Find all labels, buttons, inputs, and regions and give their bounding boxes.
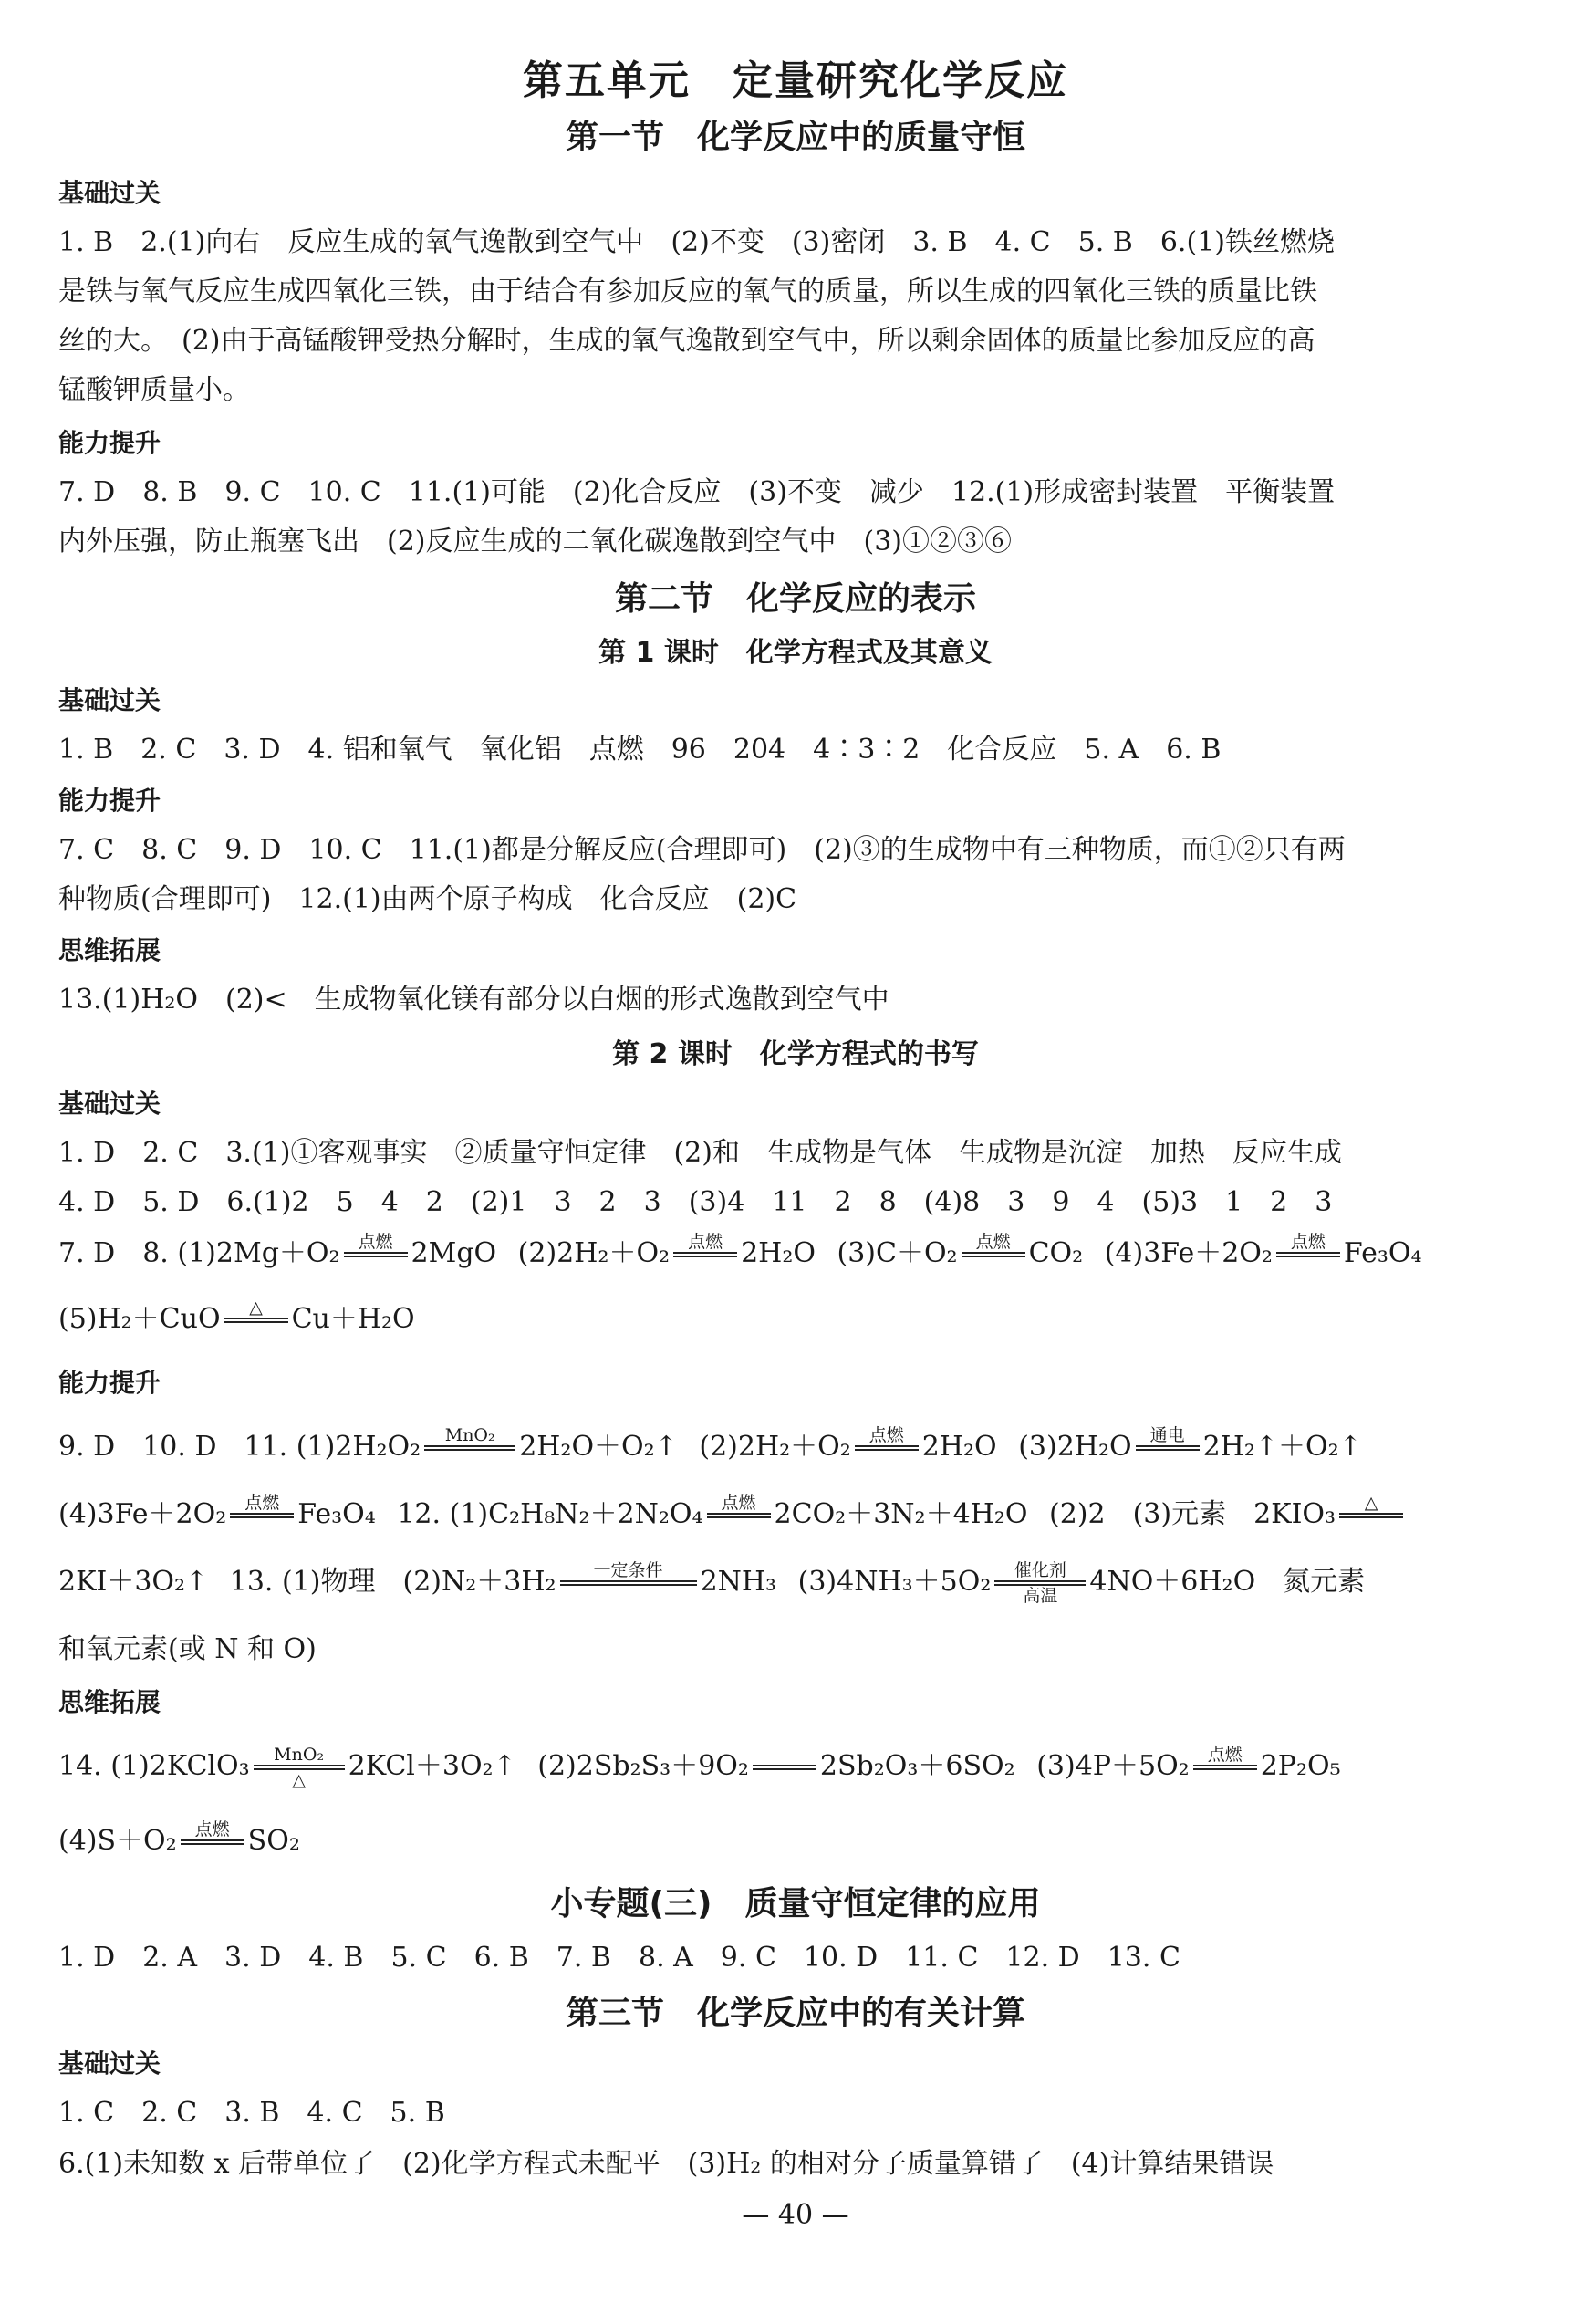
equation-line: (4)3Fe＋2O₂ 点燃 Fe₃O₄ 12. (1)C₂H₈N₂＋2N₂O₄ 点燃 2CO₂＋3N₂＋4H₂O (2)2 (3)元素 2KIO₃ △ xyxy=(58,1491,1407,1538)
reaction-arrow: MnO₂ xyxy=(424,1425,515,1471)
reaction-arrow: 一定条件 xyxy=(560,1560,697,1606)
label-ability: 能力提升 xyxy=(58,1368,161,1398)
answer-line: 种物质(合理即可) 12.(1)由两个原子构成 化合反应 (2)C xyxy=(58,883,797,915)
reaction-arrow: 通电 xyxy=(1136,1425,1200,1471)
answer-line: 1. D 2. A 3. D 4. B 5. C 6. B 7. B 8. A 9. C 10. D 11. C 12. D 13. C xyxy=(58,1942,1180,1974)
reaction-arrow: 点燃 xyxy=(962,1232,1025,1277)
section-title-3: 第三节 化学反应中的有关计算 xyxy=(565,1995,1025,2032)
lesson-title-1: 第 1 课时 化学方程式及其意义 xyxy=(598,637,993,669)
answer-line: 1. C 2. C 3. B 4. C 5. B xyxy=(58,2097,445,2129)
answer-line: 6.(1)未知数 x 后带单位了 (2)化学方程式未配平 (3)H₂ 的相对分子质量算错了 (4)计算结果错误 xyxy=(58,2148,1274,2180)
equation-line: 14. (1)2KClO₃ MnO₂ △ 2KCl＋3O₂↑ (2)2Sb₂S₃＋9O₂ 2Sb₂O₃＋6SO₂ (3)4P＋5O₂ 点燃 2P₂O₅ xyxy=(58,1745,1341,1790)
lesson-title-2: 第 2 课时 化学方程式的书写 xyxy=(612,1038,979,1070)
answer-line: 丝的大。 (2)由于高锰酸钾受热分解时，生成的氧气逸散到空气中，所以剩余固体的质量比参加反应的高 xyxy=(58,325,1315,357)
reaction-arrow: 点燃 xyxy=(673,1232,737,1277)
reaction-arrow: 点燃 xyxy=(1193,1745,1257,1790)
section-title-1: 第一节 化学反应中的质量守恒 xyxy=(565,119,1025,156)
label-basic: 基础过关 xyxy=(58,1089,161,1119)
equation-line: 2KI＋3O₂↑ 13. (1)物理 (2)N₂＋3H₂ 一定条件 2NH₃ (3)4NH₃＋5O₂ 催化剂 高温 4NO＋6H₂O 氮元素 xyxy=(58,1560,1366,1606)
answer-line: 是铁与氧气反应生成四氧化三铁，由于结合有参加反应的氧气的质量，所以生成的四氧化三铁的质量比铁 xyxy=(58,276,1317,307)
unit-title: 第五单元 定量研究化学反应 xyxy=(523,57,1068,104)
label-thinking: 思维拓展 xyxy=(58,935,161,965)
reaction-arrow: 催化剂 高温 xyxy=(994,1560,1086,1606)
answer-line: 1. D 2. C 3.(1)①客观事实 ②质量守恒定律 (2)和 生成物是气体 生成物是沉淀 加热 反应生成 xyxy=(58,1137,1342,1169)
answer-line: 1. B 2.(1)向右 反应生成的氧气逸散到空气中 (2)不变 (3)密闭 3. B 4. C 5. B 6.(1)铁丝燃烧 xyxy=(58,226,1335,258)
answer-line: 锰酸钾质量小。 xyxy=(58,374,250,406)
equation-line: (4)S＋O₂ 点燃 SO₂ xyxy=(58,1818,300,1865)
equation-line: 9. D 10. D 11. (1)2H₂O₂ MnO₂ 2H₂O＋O₂↑ (2)2H₂＋O₂ 点燃 2H₂O (3)2H₂O 通电 2H₂↑＋O₂↑ xyxy=(58,1423,1362,1471)
answer-line: 4. D 5. D 6.(1)2 5 4 2 (2)1 3 2 3 (3)4 11 2 8 (4)8 3 9 4 (5)3 1 2 3 xyxy=(58,1186,1333,1218)
reaction-arrow: MnO₂ △ xyxy=(254,1745,345,1790)
answer-line: 内外压强，防止瓶塞飞出 (2)反应生成的二氧化碳逸散到空气中 (3)①②③⑥ xyxy=(58,526,1012,558)
reaction-arrow: 点燃 xyxy=(344,1232,408,1277)
equation-line: 7. D 8. (1)2Mg＋O₂ 点燃 2MgO (2)2H₂＋O₂ 点燃 2H₂O (3)C＋O₂ 点燃 CO₂ (4)3Fe＋2O₂ 点燃 Fe₃O₄ xyxy=(58,1230,1422,1277)
label-basic: 基础过关 xyxy=(58,178,161,208)
topic-title-3: 小专题(三) 质量守恒定律的应用 xyxy=(550,1885,1041,1923)
label-ability: 能力提升 xyxy=(58,786,161,816)
reaction-arrow: 点燃 xyxy=(855,1425,919,1471)
answer-line: 1. B 2. C 3. D 4. 铝和氧气 氧化铝 点燃 96 204 4∶3∶2 化合反应 5. A 6. B xyxy=(58,734,1222,766)
reaction-arrow: 点燃 xyxy=(707,1493,771,1538)
reaction-arrow: △ xyxy=(224,1297,288,1343)
reaction-arrow: 点燃 xyxy=(1276,1232,1340,1277)
reaction-arrow: △ xyxy=(1339,1493,1403,1538)
label-basic: 基础过关 xyxy=(58,685,161,715)
reaction-arrow xyxy=(753,1745,816,1790)
page-number: — 40 — xyxy=(742,2199,849,2231)
reaction-arrow: 点燃 xyxy=(230,1493,294,1538)
section-title-2: 第二节 化学反应的表示 xyxy=(614,580,976,618)
label-ability: 能力提升 xyxy=(58,428,161,458)
answer-line: 7. C 8. C 9. D 10. C 11.(1)都是分解反应(合理即可) (2)③的生成物中有三种物质，而①②只有两 xyxy=(58,834,1346,866)
answer-line: 13.(1)H₂O (2)< 生成物氧化镁有部分以白烟的形式逸散到空气中 xyxy=(58,984,889,1016)
reaction-arrow: 点燃 xyxy=(181,1819,244,1865)
answer-line: 和氧元素(或 N 和 O) xyxy=(58,1633,317,1665)
label-thinking: 思维拓展 xyxy=(58,1687,161,1717)
equation-line: (5)H₂＋CuO △ Cu＋H₂O xyxy=(58,1296,415,1343)
answer-line: 7. D 8. B 9. C 10. C 11.(1)可能 (2)化合反应 (3)不变 减少 12.(1)形成密封装置 平衡装置 xyxy=(58,476,1336,508)
label-basic: 基础过关 xyxy=(58,2048,161,2079)
